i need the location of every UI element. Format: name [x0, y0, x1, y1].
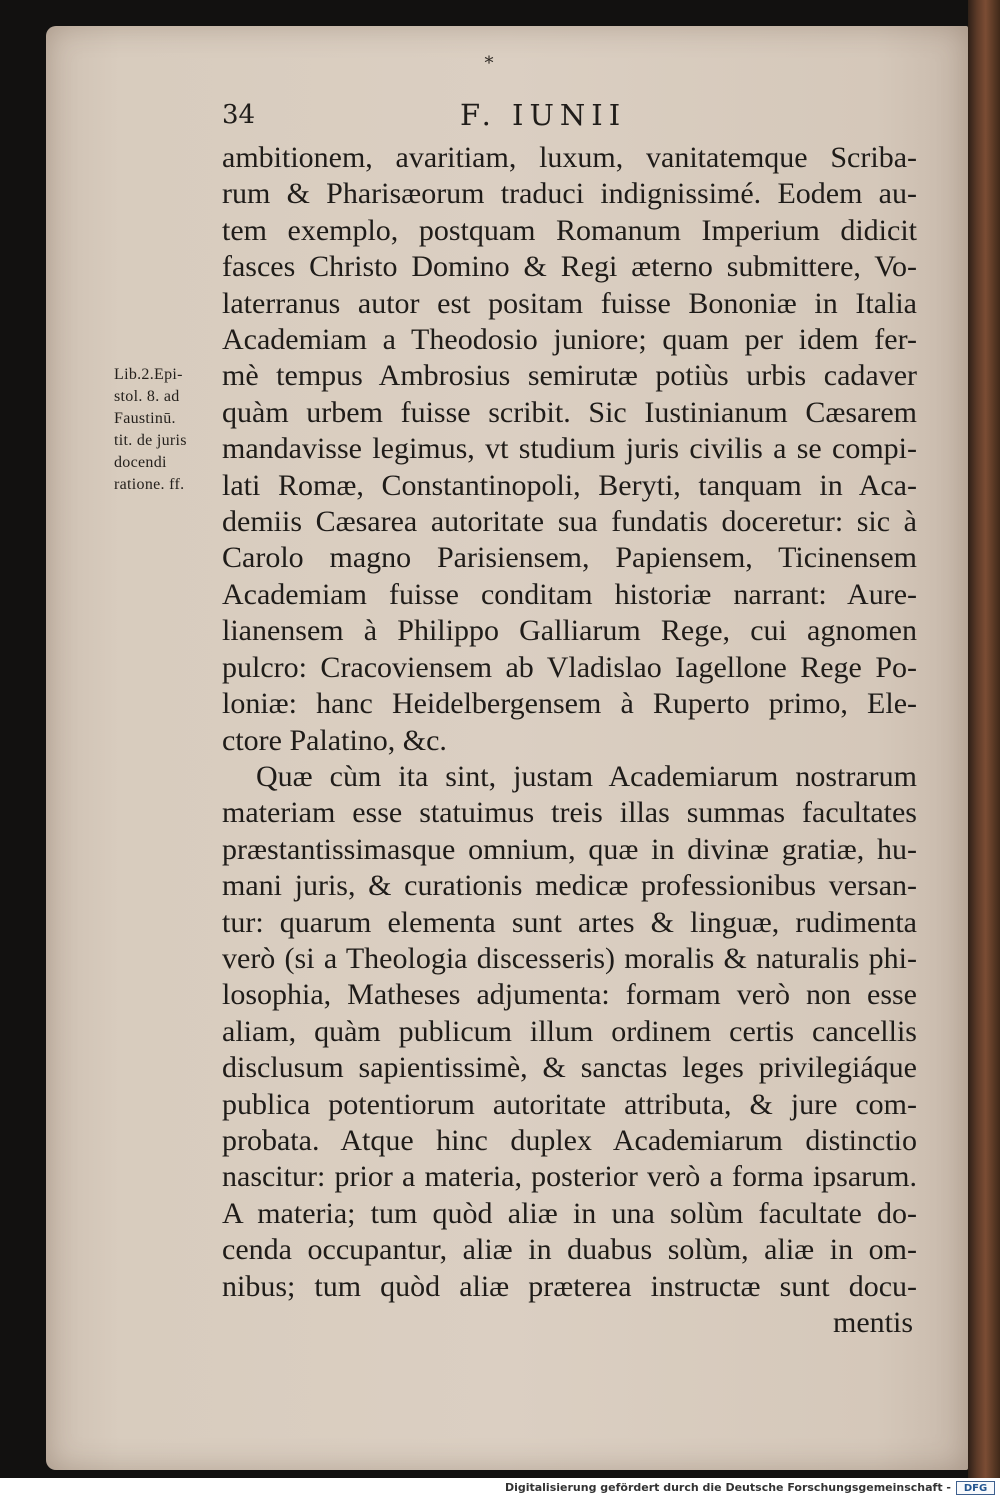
top-ornament: * — [484, 53, 494, 74]
text-line: lianensem à Philippo Galliarum Rege, cui agnomen — [222, 614, 917, 648]
page-number: 34 — [222, 100, 256, 130]
text-line: laterranus autor est positam fuisse Bononiæ in Italia — [222, 286, 917, 320]
text-line: verò (si a Theologia discesseris) moralis & naturalis phi- — [222, 941, 917, 975]
text-line: demiis Cæsarea autoritate sua fundatis doceretur: sic à — [222, 505, 917, 539]
text-line: Academiam fuisse conditam historiæ narrant: Aure- — [222, 577, 917, 611]
text-line: A materia; tum quòd aliæ in una solùm facultate do- — [222, 1196, 917, 1230]
margin-note-line: stol. 8. ad — [114, 388, 180, 405]
text-line: cenda occupantur, aliæ in duabus solùm, aliæ in om- — [222, 1233, 917, 1267]
text-line: disclusum sapientissimè, & sanctas leges privilegiáque — [222, 1051, 917, 1085]
text-line: pulcro: Cracoviensem ab Vladislao Iagellone Rege Po- — [222, 650, 917, 684]
margin-note-line: Faustinū. — [114, 410, 176, 427]
margin-note — [114, 364, 218, 496]
body-text — [222, 140, 917, 1341]
text-line: Quæ cùm ita sint, justam Academiarum nostrarum — [256, 759, 917, 793]
text-line: materiam esse statuimus treis illas summas facultates — [222, 796, 917, 830]
text-line: quàm urbem fuisse scribit. Sic Iustinianum Cæsarem — [222, 395, 917, 429]
text-line: probata. Atque hinc duplex Academiarum distinctio — [222, 1123, 917, 1157]
dfg-logo: DFG — [956, 1481, 995, 1495]
text-line: losophia, Matheses adjumenta: formam verò non esse — [222, 978, 917, 1012]
text-line: mandavisse legimus, vt studium juris civilis a se compi- — [222, 432, 917, 466]
digitization-footer — [0, 1478, 1000, 1499]
text-line: ambitionem, avaritiam, luxum, vanitatemque Scriba- — [222, 141, 917, 174]
text-line: lati Romæ, Constantinopoli, Beryti, tanquam in Aca- — [222, 468, 917, 502]
text-line: tem exemplo, postquam Romanum Imperium didicit — [222, 213, 917, 247]
book-edge — [968, 0, 1000, 1478]
text-line: nascitur: prior a materia, posterior verò a forma ipsarum. — [222, 1160, 917, 1194]
text-line: nibus; tum quòd aliæ præterea instructæ sunt docu- — [222, 1269, 917, 1303]
text-line: loniæ: hanc Heidelbergensem à Ruperto primo, Ele- — [222, 687, 917, 721]
text-line: præstantissimasque omnium, quæ in divinæ gratiæ, hu- — [222, 832, 917, 866]
text-line: rum & Pharisæorum traduci indignissimé. Eodem au- — [222, 177, 917, 211]
funding-credit: Digitalisierung gefördert durch die Deutsche Forschungsgemeinschaft - — [504, 1481, 951, 1494]
margin-note-line: docendi — [114, 454, 167, 471]
text-line: mani juris, & curationis medicæ professionibus versan- — [222, 869, 917, 903]
text-line: publica potentiorum autoritate attributa, & jure com- — [222, 1087, 917, 1121]
running-head: F. IUNII — [460, 98, 627, 132]
text-line: tur: quarum elementa sunt artes & linguæ, rudimenta — [222, 905, 917, 939]
margin-note-line: ratione. ff. — [114, 476, 185, 493]
text-line: mè tempus Ambrosius semirutæ potiùs urbis cadaver — [222, 359, 917, 393]
text-line: Academiam a Theodosio juniore; quam per idem fer- — [222, 323, 917, 357]
text-line: fasces Christo Domino & Regi æterno submittere, Vo- — [222, 250, 917, 284]
text-line: ctore Palatino, &c. — [222, 723, 447, 757]
margin-note-line: tit. de juris — [114, 432, 187, 449]
catchword: mentis — [833, 1306, 913, 1339]
text-line: aliam, quàm publicum illum ordinem certis cancellis — [222, 1014, 917, 1048]
text-line: Carolo magno Parisiensem, Papiensem, Ticinensem — [222, 541, 917, 575]
margin-note-line: Lib.2.Epi- — [114, 366, 183, 383]
